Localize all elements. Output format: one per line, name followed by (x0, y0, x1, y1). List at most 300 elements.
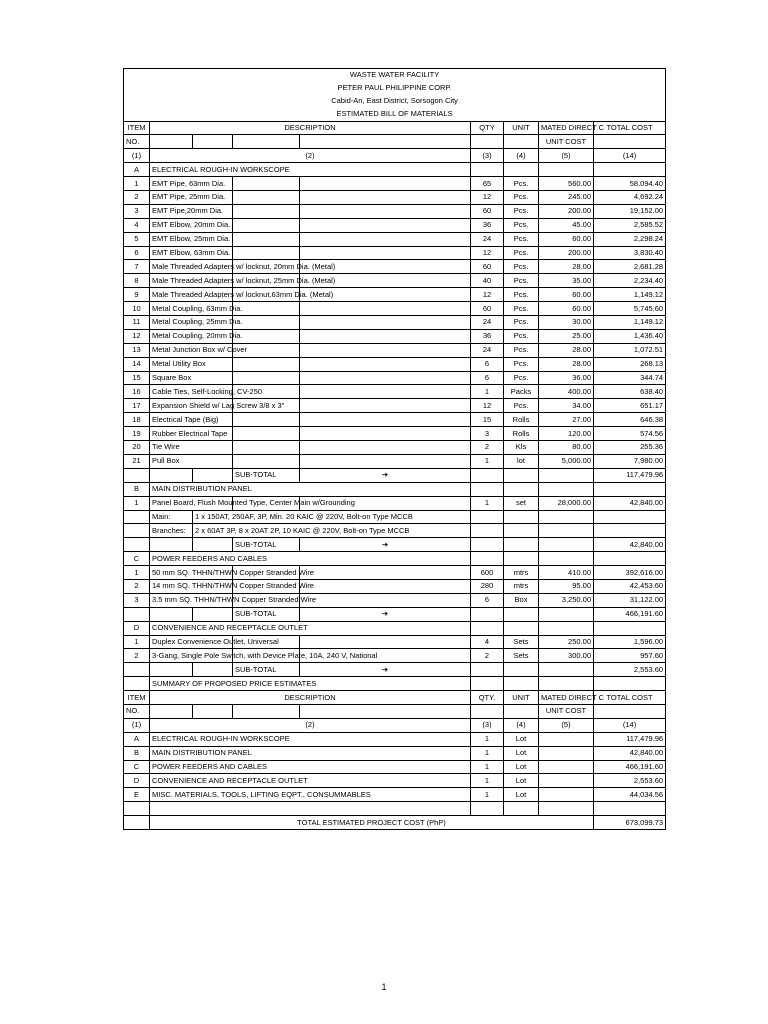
item-unit-cost: 400.00 (539, 385, 594, 399)
item-description: Square Box (150, 371, 193, 385)
item-qty: 60 (471, 302, 504, 316)
blank (504, 677, 539, 691)
blank (539, 510, 594, 524)
line-item-row (124, 288, 666, 302)
item-qty: 60 (471, 204, 504, 218)
summary-description: MAIN DISTRIBUTION PANEL (150, 746, 471, 760)
blank (300, 329, 471, 343)
item-qty: 3 (471, 427, 504, 441)
blank (504, 663, 539, 677)
blank (471, 135, 504, 149)
blank (504, 607, 539, 621)
summary-total: 117,479.96 (594, 732, 666, 746)
item-no: 1 (124, 496, 150, 510)
blank (594, 482, 666, 496)
blank (471, 552, 504, 566)
line-item-row (124, 635, 666, 649)
blank (539, 482, 594, 496)
item-unit: Pcs. (504, 399, 539, 413)
col-unit-cost: MATED DIRECT C (539, 121, 594, 135)
blank (150, 468, 193, 482)
blank (471, 663, 504, 677)
item-unit-cost: 245.00 (539, 191, 594, 205)
summary-title-row (124, 677, 666, 691)
subtotal-label: SUB-TOTAL (233, 538, 300, 552)
line-item-row (124, 232, 666, 246)
blank (233, 246, 300, 260)
blank (124, 538, 150, 552)
line-item-row (124, 413, 666, 427)
col-item-no: NO. (124, 135, 150, 149)
section-title-row (124, 552, 666, 566)
item-unit-cost: 25.00 (539, 329, 594, 343)
subtotal-label: SUB-TOTAL (233, 663, 300, 677)
item-total: 268.13 (594, 357, 666, 371)
col-number: (5) (539, 718, 594, 732)
page-number: 1 (381, 982, 387, 992)
blank (471, 677, 504, 691)
item-description: EMT Pipe,20mm Dia. (150, 204, 193, 218)
column-header-row (124, 135, 666, 149)
summary-row (124, 788, 666, 802)
blank (124, 524, 150, 538)
item-qty: 2 (471, 441, 504, 455)
blank (300, 246, 471, 260)
item-total: 42,453.60 (594, 579, 666, 593)
item-unit: lot (504, 454, 539, 468)
blank (594, 524, 666, 538)
item-description: Duplex Convenience Outlet, Universal (150, 635, 193, 649)
blank (233, 329, 300, 343)
section-title: ELECTRICAL ROUGH-IN WORKSCOPE (150, 163, 471, 177)
summary-description: CONVENIENCE AND RECEPTACLE OUTLET (150, 774, 471, 788)
blank (300, 343, 471, 357)
note-label: Branches: (150, 524, 193, 538)
column-header-row (124, 121, 666, 135)
blank (300, 593, 471, 607)
summary-unit: Lot (504, 732, 539, 746)
blank (300, 385, 471, 399)
item-unit: Box (504, 593, 539, 607)
item-total: 574.56 (594, 427, 666, 441)
note-label: Main: (150, 510, 193, 524)
col-description: DESCRIPTION (150, 691, 471, 705)
header-row (124, 69, 666, 82)
summary-code: B (124, 746, 150, 760)
blank (504, 482, 539, 496)
item-no: 18 (124, 413, 150, 427)
blank (233, 441, 300, 455)
arrow-icon: ➔ (300, 663, 471, 677)
item-unit-cost: 95.00 (539, 579, 594, 593)
item-qty: 2 (471, 649, 504, 663)
item-description: Pull Box (150, 454, 193, 468)
subtotal-value: 2,553.60 (594, 663, 666, 677)
item-unit: Pcs. (504, 191, 539, 205)
item-description: Cable Ties, Self-Locking, CV-250 (150, 385, 193, 399)
item-qty: 36 (471, 218, 504, 232)
item-unit: Kls (504, 441, 539, 455)
item-unit-cost: 36.00 (539, 371, 594, 385)
blank (539, 663, 594, 677)
item-no: 7 (124, 260, 150, 274)
item-qty: 15 (471, 413, 504, 427)
blank (233, 454, 300, 468)
blank (594, 135, 666, 149)
blank (594, 704, 666, 718)
blank (300, 357, 471, 371)
section-title: CONVENIENCE AND RECEPTACLE OUTLET (150, 621, 471, 635)
item-qty: 6 (471, 593, 504, 607)
blank (471, 704, 504, 718)
col-number: (3) (471, 149, 504, 163)
blank (150, 663, 193, 677)
item-unit-cost: 60.00 (539, 288, 594, 302)
item-qty: 60 (471, 260, 504, 274)
item-total: 5,745.60 (594, 302, 666, 316)
item-total: 7,980.00 (594, 454, 666, 468)
header-line: ESTIMATED BILL OF MATERIALS (124, 108, 666, 121)
item-total: 1,072.51 (594, 343, 666, 357)
item-no: 8 (124, 274, 150, 288)
item-no: 13 (124, 343, 150, 357)
item-total: 344.74 (594, 371, 666, 385)
line-item-row (124, 218, 666, 232)
blank (233, 427, 300, 441)
col-number: (14) (594, 149, 666, 163)
column-header-row (124, 704, 666, 718)
blank (471, 538, 504, 552)
blank (300, 579, 471, 593)
summary-title: SUMMARY OF PROPOSED PRICE ESTIMATES (150, 677, 471, 691)
blank (300, 218, 471, 232)
note-text: 2 x 60AT 3P, 8 x 20AT 2P, 10 KAIC @ 220V, Bolt-on Type MCCB (193, 524, 471, 538)
item-description: Male Threaded Adapters w/ locknut,63mm Dia. (Metal) (150, 288, 193, 302)
line-item-row (124, 427, 666, 441)
note-text: 1 x 150AT, 250AF, 3P, Min. 20 KAIC @ 220V, Bolt-on Type MCCB (193, 510, 471, 524)
blank (504, 621, 539, 635)
blank (233, 413, 300, 427)
blank (539, 163, 594, 177)
item-unit-cost: 5,000.00 (539, 454, 594, 468)
item-total: 1,436.40 (594, 329, 666, 343)
blank (504, 510, 539, 524)
summary-qty: 1 (471, 732, 504, 746)
item-unit-cost: 300.00 (539, 649, 594, 663)
item-unit: Rolls (504, 413, 539, 427)
item-unit: Pcs. (504, 232, 539, 246)
blank (471, 482, 504, 496)
item-unit: Packs (504, 385, 539, 399)
section-title-row (124, 621, 666, 635)
column-number-row (124, 149, 666, 163)
summary-description: ELECTRICAL ROUGH-IN WORKSCOPE (150, 732, 471, 746)
item-no: 17 (124, 399, 150, 413)
blank (300, 399, 471, 413)
item-description: Metal Coupling, 20mm Dia. (150, 329, 193, 343)
line-item-row (124, 454, 666, 468)
item-description: Rubber Electrical Tape (150, 427, 193, 441)
header-line: PETER PAUL PHILIPPINE CORP. (124, 82, 666, 95)
blank (300, 454, 471, 468)
blank (193, 371, 233, 385)
line-item-row (124, 593, 666, 607)
item-total: 58,094.40 (594, 177, 666, 191)
blank (193, 441, 233, 455)
blank (471, 607, 504, 621)
item-qty: 6 (471, 357, 504, 371)
blank (594, 621, 666, 635)
blank (150, 135, 193, 149)
item-description: EMT Elbow, 63mm Dia. (150, 246, 193, 260)
item-unit: Pcs. (504, 302, 539, 316)
item-total: 646.38 (594, 413, 666, 427)
summary-total: 466,191.60 (594, 760, 666, 774)
line-item-row (124, 204, 666, 218)
blank (124, 802, 150, 816)
item-description: 3-Gang, Single Pole Switch, with Device Plate, 10A, 240 V, National (150, 649, 193, 663)
item-unit-cost: 60.00 (539, 302, 594, 316)
item-qty: 24 (471, 316, 504, 330)
blank (504, 468, 539, 482)
summary-code: A (124, 732, 150, 746)
item-qty: 4 (471, 635, 504, 649)
blank (150, 607, 193, 621)
subtotal-row (124, 538, 666, 552)
blank (300, 135, 471, 149)
item-description: EMT Elbow, 25mm Dia. (150, 232, 193, 246)
blank (193, 607, 233, 621)
blank (124, 663, 150, 677)
col-unit-cost-2: UNIT COST (539, 704, 594, 718)
blank (193, 663, 233, 677)
item-description: EMT Pipe, 63mm Dia. (150, 177, 193, 191)
blank (539, 802, 594, 816)
grand-total-label: TOTAL ESTIMATED PROJECT COST (PhP) (150, 816, 594, 830)
item-unit-cost: 60.00 (539, 232, 594, 246)
col-number: (1) (124, 149, 150, 163)
blank (300, 704, 471, 718)
item-description: EMT Pipe, 25mm Dia. (150, 191, 193, 205)
item-no: 6 (124, 246, 150, 260)
item-total: 638.40 (594, 385, 666, 399)
section-title-row (124, 163, 666, 177)
blank (300, 302, 471, 316)
arrow-icon: ➔ (300, 538, 471, 552)
blank (193, 538, 233, 552)
summary-description: POWER FEEDERS AND CABLES (150, 760, 471, 774)
blank (539, 552, 594, 566)
item-total: 2,298.24 (594, 232, 666, 246)
col-qty: QTY (471, 121, 504, 135)
item-description: Expansion Shield w/ Lag Screw 3/8 x 3" (150, 399, 193, 413)
item-total: 957.60 (594, 649, 666, 663)
summary-qty: 1 (471, 746, 504, 760)
item-no: 1 (124, 635, 150, 649)
item-qty: 1 (471, 496, 504, 510)
blank (539, 788, 594, 802)
item-no: 16 (124, 385, 150, 399)
subtotal-label: SUB-TOTAL (233, 468, 300, 482)
line-item-row (124, 316, 666, 330)
blank (594, 552, 666, 566)
blank (233, 232, 300, 246)
col-number: (2) (150, 149, 471, 163)
blank (504, 538, 539, 552)
summary-unit: Lot (504, 788, 539, 802)
item-total: 1,149.12 (594, 288, 666, 302)
item-no: 14 (124, 357, 150, 371)
col-unit: UNIT (504, 691, 539, 705)
item-unit: Pcs. (504, 343, 539, 357)
blank (594, 677, 666, 691)
item-description: 14 mm SQ. THHN/THWN Copper Stranded Wire (150, 579, 193, 593)
blank (300, 191, 471, 205)
blank (504, 704, 539, 718)
item-description: Metal Coupling, 63mm Dia. (150, 302, 193, 316)
column-header-row (124, 691, 666, 705)
column-number-row (124, 718, 666, 732)
line-item-row (124, 191, 666, 205)
blank (193, 135, 233, 149)
summary-row (124, 760, 666, 774)
col-total-cost: TOTAL COST (594, 121, 666, 135)
item-description: Metal Junction Box w/ Cover (150, 343, 193, 357)
item-total: 255.36 (594, 441, 666, 455)
blank (124, 607, 150, 621)
col-item-no: NO. (124, 704, 150, 718)
item-no: 15 (124, 371, 150, 385)
line-item-row (124, 579, 666, 593)
item-unit: Rolls (504, 427, 539, 441)
blank (233, 177, 300, 191)
blank (124, 468, 150, 482)
item-unit-cost: 200.00 (539, 204, 594, 218)
item-description: 3.5 mm SQ. THHN/THWN Copper Stranded Wire (150, 593, 193, 607)
summary-unit: Lot (504, 746, 539, 760)
blank (300, 441, 471, 455)
blank (471, 163, 504, 177)
grand-total-row (124, 816, 666, 830)
item-total: 2,681.28 (594, 260, 666, 274)
item-no: 21 (124, 454, 150, 468)
blank (471, 802, 504, 816)
section-code: B (124, 482, 150, 496)
item-unit-cost: 45.00 (539, 218, 594, 232)
item-total: 42,840.00 (594, 496, 666, 510)
item-unit: Pcs. (504, 329, 539, 343)
item-unit: Pcs. (504, 218, 539, 232)
item-qty: 36 (471, 329, 504, 343)
blank (233, 371, 300, 385)
line-item-row (124, 177, 666, 191)
blank (300, 427, 471, 441)
blank (233, 135, 300, 149)
blank (504, 524, 539, 538)
blank (233, 302, 300, 316)
blank-row (124, 802, 666, 816)
item-no: 19 (124, 427, 150, 441)
item-total: 392,616.00 (594, 566, 666, 580)
subtotal-row (124, 663, 666, 677)
item-description: Electrical Tape (Big) (150, 413, 193, 427)
blank (124, 510, 150, 524)
blank (233, 191, 300, 205)
item-qty: 6 (471, 371, 504, 385)
item-total: 651.17 (594, 399, 666, 413)
line-item-row (124, 496, 666, 510)
blank (124, 816, 150, 830)
item-qty: 1 (471, 454, 504, 468)
item-no: 3 (124, 204, 150, 218)
item-unit: Pcs. (504, 371, 539, 385)
bill-of-materials-table (123, 68, 666, 830)
item-unit-cost: 34.00 (539, 399, 594, 413)
blank (504, 135, 539, 149)
col-number: (14) (594, 718, 666, 732)
item-qty: 24 (471, 343, 504, 357)
note-row (124, 524, 666, 538)
summary-row (124, 774, 666, 788)
blank (471, 468, 504, 482)
subtotal-label: SUB-TOTAL (233, 607, 300, 621)
item-total: 2,585.52 (594, 218, 666, 232)
blank (539, 524, 594, 538)
blank (300, 413, 471, 427)
col-description: DESCRIPTION (150, 121, 471, 135)
item-unit-cost: 80.00 (539, 441, 594, 455)
blank (300, 316, 471, 330)
subtotal-value: 42,840.00 (594, 538, 666, 552)
line-item-row (124, 371, 666, 385)
section-code: D (124, 621, 150, 635)
section-title: MAIN DISTRIBUTION PANEL (150, 482, 471, 496)
blank (300, 371, 471, 385)
summary-code: D (124, 774, 150, 788)
item-unit: Sets (504, 635, 539, 649)
item-no: 2 (124, 579, 150, 593)
summary-row (124, 746, 666, 760)
blank (504, 552, 539, 566)
item-no: 2 (124, 191, 150, 205)
item-unit: Pcs. (504, 274, 539, 288)
line-item-row (124, 246, 666, 260)
grand-total-value: 673,099.73 (594, 816, 666, 830)
item-unit-cost: 28.00 (539, 343, 594, 357)
blank (300, 635, 471, 649)
col-item: ITEM (124, 121, 150, 135)
item-unit-cost: 3,250.00 (539, 593, 594, 607)
item-no: 20 (124, 441, 150, 455)
summary-total: 42,840.00 (594, 746, 666, 760)
line-item-row (124, 399, 666, 413)
blank (594, 802, 666, 816)
blank (594, 510, 666, 524)
blank (193, 468, 233, 482)
subtotal-value: 117,479.96 (594, 468, 666, 482)
blank (150, 802, 471, 816)
blank (193, 704, 233, 718)
item-qty: 12 (471, 288, 504, 302)
item-qty: 12 (471, 399, 504, 413)
item-qty: 24 (471, 232, 504, 246)
item-unit-cost: 200.00 (539, 246, 594, 260)
summary-code: E (124, 788, 150, 802)
blank (539, 677, 594, 691)
item-qty: 12 (471, 246, 504, 260)
section-code: A (124, 163, 150, 177)
item-unit: Pcs. (504, 246, 539, 260)
